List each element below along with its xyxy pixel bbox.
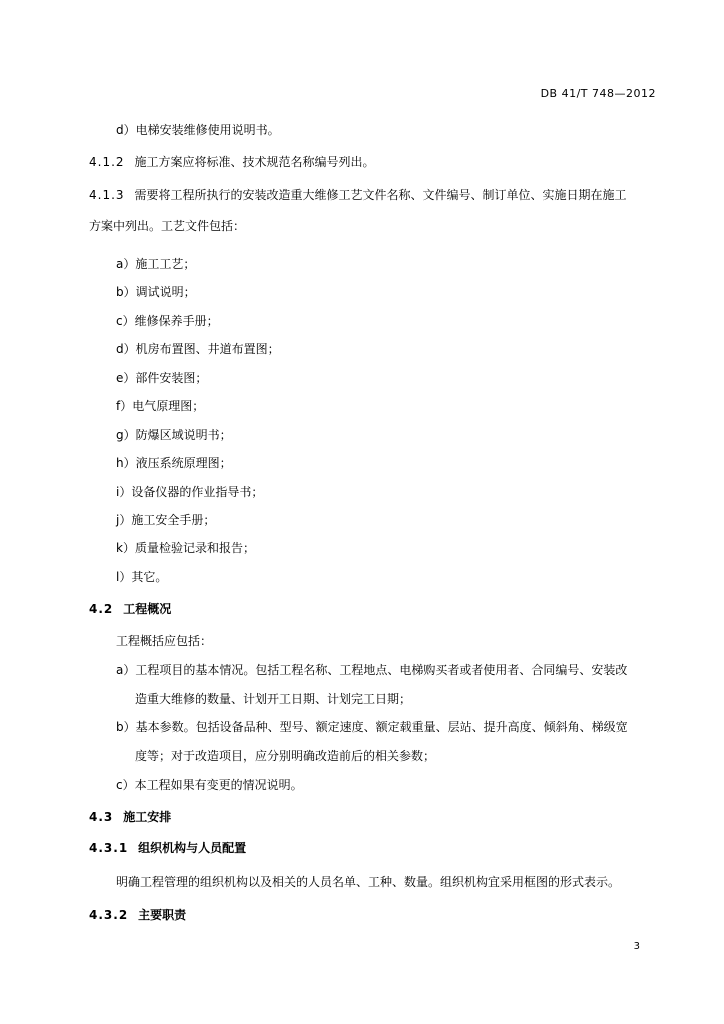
list-item: e）部件安装图； (116, 371, 208, 385)
list-item: b）基本参数。包括设备品种、型号、额定速度、额定载重量、层站、提升高度、倾斜角、梯级宽 (116, 720, 628, 734)
list-item: i）设备仪器的作业指导书； (116, 485, 264, 499)
list-item: c）本工程如果有变更的情况说明。 (116, 778, 303, 792)
section-heading-4-2: 4.2 工程概况 (89, 602, 172, 616)
list-item: j）施工安全手册； (116, 513, 216, 527)
paragraph-line: 明确工程管理的组织机构以及相关的人员名单、工种、数量。组织机构宜采用框图的形式表示。 (116, 875, 621, 889)
section-heading-4-3-1: 4.3.1 组织机构与人员配置 (89, 841, 247, 855)
list-item: d）机房布置图、井道布置图； (116, 342, 280, 356)
list-item: f）电气原理图； (116, 399, 205, 413)
paragraph-line: 方案中列出。工艺文件包括： (89, 219, 246, 233)
list-item-continuation: 造重大维修的数量、计划开工日期、计划完工日期； (135, 692, 412, 706)
page-number: 3 (633, 941, 640, 952)
list-item: a）施工工艺； (116, 257, 196, 271)
list-item: k）质量检验记录和报告； (116, 541, 255, 555)
list-item-continuation: 度等；对于改造项目，应分别明确改造前后的相关参数； (135, 749, 436, 763)
list-item: b）调试说明； (116, 285, 196, 299)
section-heading-4-3: 4.3 施工安排 (89, 810, 172, 824)
paragraph-line: 工程概括应包括： (116, 634, 213, 648)
list-item: l）其它。 (116, 570, 168, 584)
clause-4-1-3: 4.1.3 需要将工程所执行的安装改造重大维修工艺文件名称、文件编号、制订单位、实施日期在施工 (89, 188, 627, 202)
list-item: d）电梯安装维修使用说明书。 (116, 123, 280, 137)
list-item: a）工程项目的基本情况。包括工程名称、工程地点、电梯购买者或者使用者、合同编号、安装改 (116, 663, 628, 677)
list-item: c）维修保养手册； (116, 314, 219, 328)
document-id-header: DB 41/T 748—2012 (540, 87, 656, 100)
clause-4-1-2: 4.1.2 施工方案应将标准、技术规范名称编号列出。 (89, 155, 375, 169)
list-item: h）液压系统原理图； (116, 456, 232, 470)
list-item: g）防爆区域说明书； (116, 428, 232, 442)
section-heading-4-3-2: 4.3.2 主要职责 (89, 908, 187, 922)
